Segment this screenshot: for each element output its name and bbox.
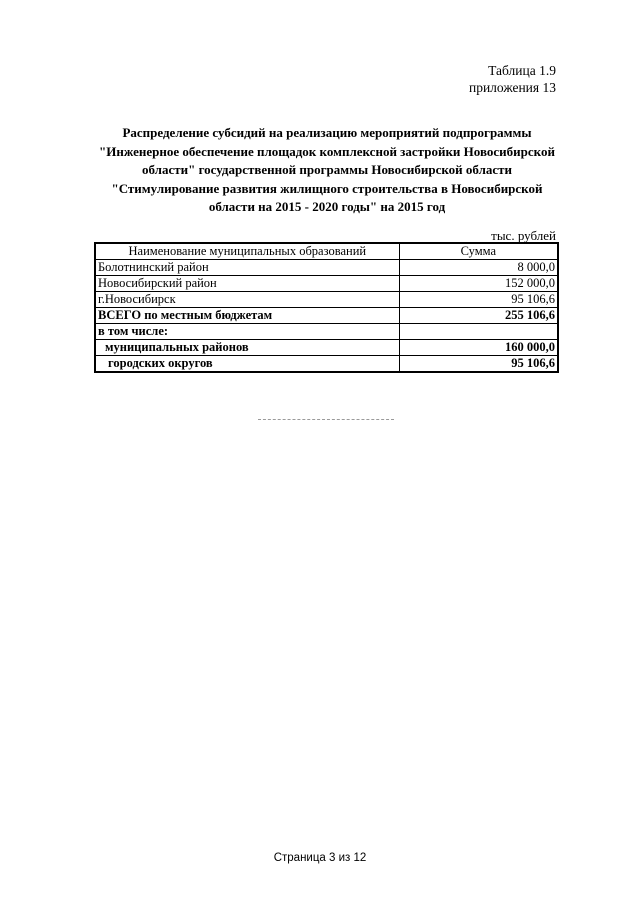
row-sum: 95 106,6 — [399, 292, 557, 308]
table-row — [96, 276, 558, 292]
subtotal-label: городских округов — [96, 356, 400, 372]
subtotal-caption-row — [96, 324, 558, 340]
unit-label: тыс. рублей — [491, 228, 556, 243]
table-row — [96, 260, 558, 276]
subtotal-sum: 95 106,6 — [399, 356, 557, 372]
table-number: Таблица 1.9 — [488, 63, 556, 78]
total-label: ВСЕГО по местным бюджетам — [96, 308, 400, 324]
page-footer: Страница 3 из 12 — [273, 852, 367, 864]
row-name: г.Новосибирск — [96, 292, 400, 308]
heading-line-4: "Стимулирование развития жилищного строительства в Новосибирской — [111, 180, 543, 196]
section-divider — [258, 419, 394, 420]
subtotal-row — [96, 356, 558, 372]
total-sum: 255 106,6 — [399, 308, 557, 324]
subtotal-caption-sum — [399, 324, 557, 340]
table-row — [96, 292, 558, 308]
row-name: Новосибирский район — [96, 276, 400, 292]
column-header-sum: Сумма — [399, 244, 557, 260]
table-reference — [469, 62, 556, 96]
total-row — [96, 308, 558, 324]
document-heading — [96, 124, 558, 217]
appendix-reference: приложения 13 — [468, 80, 556, 95]
column-header-name: Наименование муниципальных образований — [96, 244, 400, 260]
subtotal-label: муниципальных районов — [96, 340, 400, 356]
subtotal-sum: 160 000,0 — [399, 340, 557, 356]
heading-line-5: области на 2015 - 2020 годы" на 2015 год — [208, 199, 446, 214]
heading-line-3: области" государственной программы Новосибирской области — [141, 162, 513, 177]
table-header-row — [96, 244, 558, 260]
subtotal-row — [96, 340, 558, 356]
row-sum: 152 000,0 — [399, 276, 557, 292]
subtotal-caption: в том числе: — [96, 324, 400, 340]
heading-line-2: "Инженерное обеспечение площадок комплексной застройки Новосибирской — [99, 143, 555, 159]
heading-line-1: Распределение субсидий на реализацию мероприятий подпрограммы — [122, 125, 532, 140]
row-name: Болотнинский район — [96, 260, 400, 276]
row-sum: 8 000,0 — [399, 260, 557, 276]
subsidy-table — [95, 243, 558, 372]
